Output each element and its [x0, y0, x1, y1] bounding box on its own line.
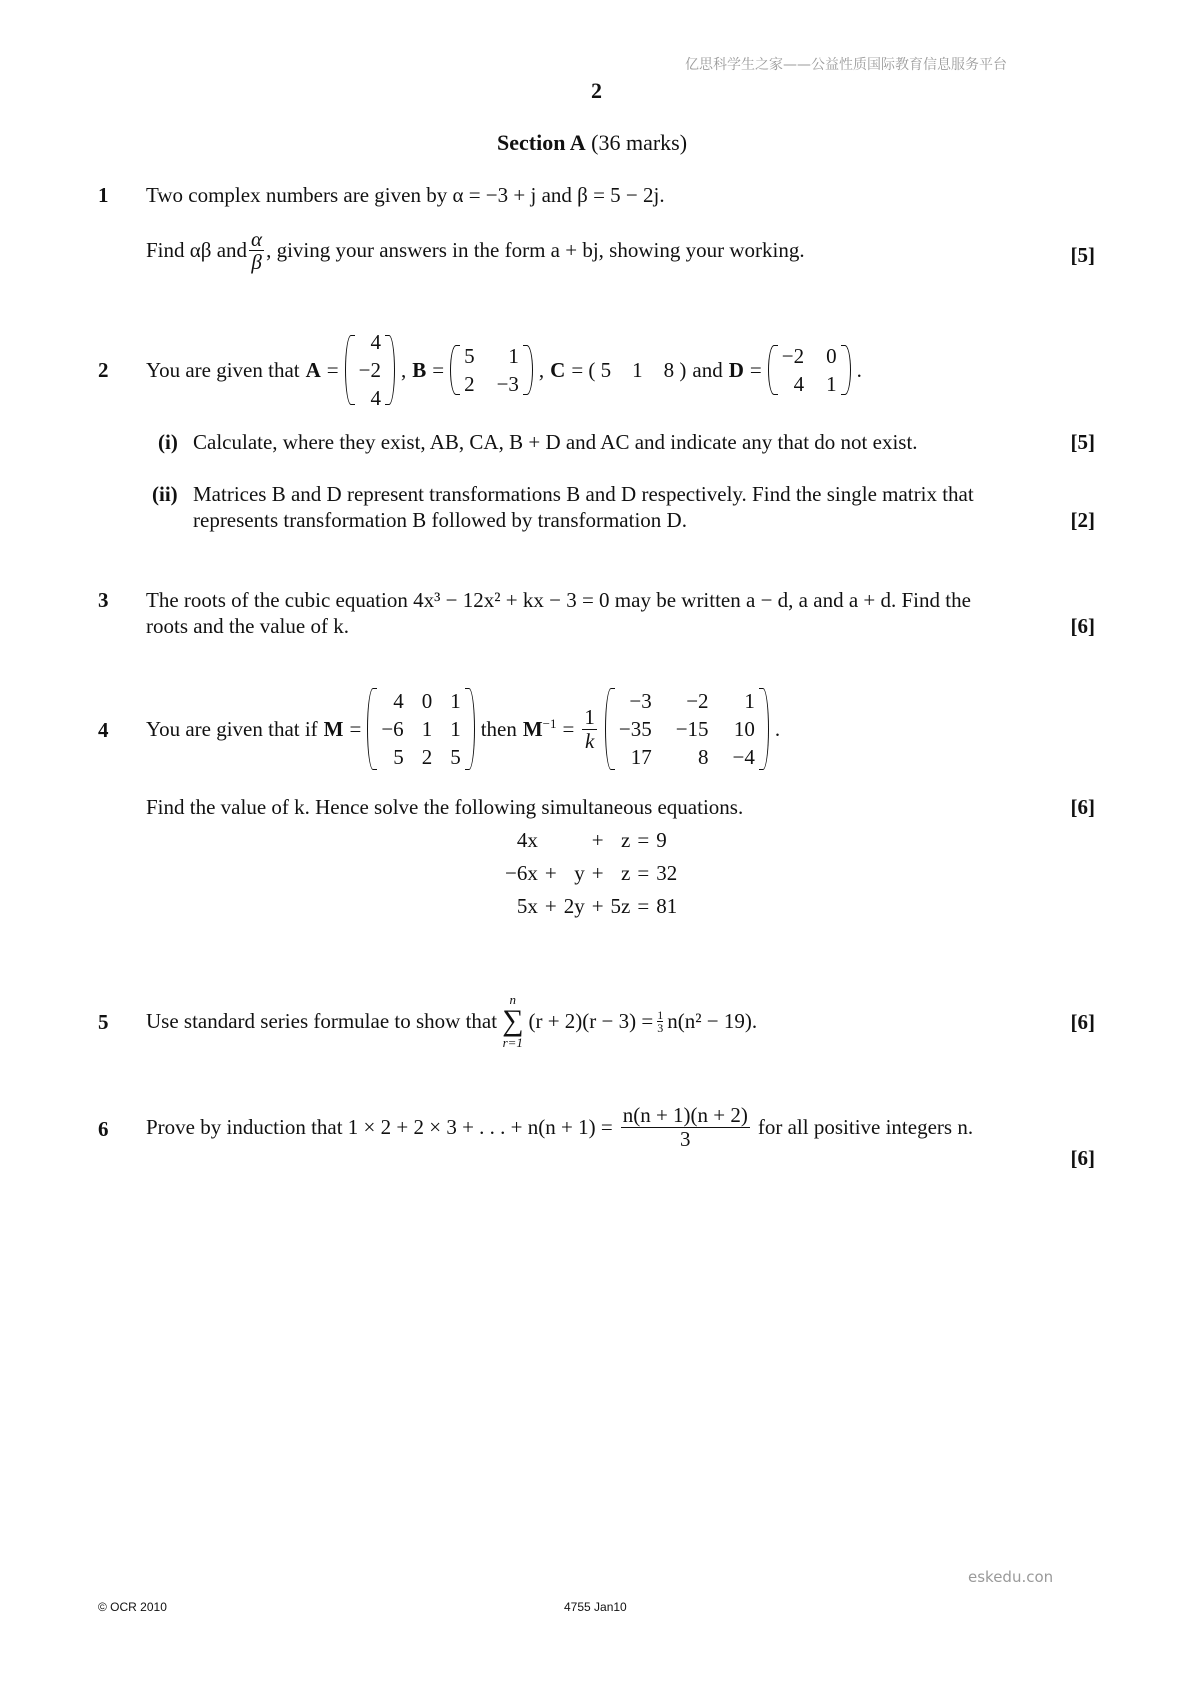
q5-frac-num: 1 [657, 1007, 664, 1022]
q2-and: and [692, 357, 723, 382]
sigma-symbol: n ∑ r=1 [502, 992, 524, 1050]
q1-rest: , giving your answers in the form a + bj, showing your working. [266, 238, 805, 263]
q5-number: 5 [98, 1010, 109, 1034]
q4-frac-den: k [582, 729, 597, 752]
q2-ii-mark: [2] [1070, 508, 1095, 532]
matrix-cell: −2 [686, 688, 709, 713]
q2-C-label: C [550, 357, 566, 382]
q4-Minv-sup: −1 [542, 716, 557, 731]
q2-A-label: A [305, 357, 321, 382]
sigma-top: n [509, 992, 517, 1007]
matrix-cell: 2 [421, 745, 433, 770]
q5-text: Use standard series formulae to show that [146, 1008, 498, 1033]
q6-mark: [6] [1070, 1146, 1095, 1170]
q2-intro: You are given that [146, 357, 300, 382]
q6-fraction [621, 1104, 750, 1149]
eq-term: 2y [563, 894, 585, 918]
matrix-C: = ( 5 1 8 ) [571, 357, 687, 382]
q4-frac-num: 1 [584, 705, 595, 730]
q3-line1: The roots of the cubic equation 4x³ − 12x² + kx − 3 = 0 may be written a − d, a and a + d. Find the [146, 588, 971, 612]
q2-i-mark: [5] [1070, 430, 1095, 454]
matrix-cell: −3 [496, 372, 519, 396]
matrix-cell: 5 [393, 745, 404, 770]
eq-term: 81 [656, 894, 678, 918]
matrix-cell: 1 [508, 343, 519, 368]
section-heading [497, 130, 687, 156]
eq-term: + [591, 861, 604, 885]
q1-line2 [146, 228, 805, 273]
q4-number: 4 [98, 718, 109, 742]
q4-intro: You are given that if [146, 716, 318, 741]
q4-fraction [582, 706, 597, 751]
footer-exam-code: 4755 Jan10 [564, 1600, 627, 1614]
sigma-bottom: r=1 [502, 1035, 523, 1050]
eq-term: 9 [656, 828, 667, 852]
q1-frac-num: α [251, 227, 263, 251]
eq-term: −6x [505, 861, 538, 885]
q1-mark: [5] [1070, 243, 1095, 267]
q6-frac-num: n(n + 1)(n + 2) [622, 1103, 748, 1128]
section-marks: (36 marks) [591, 130, 688, 155]
q2-i-label: (i) [158, 430, 178, 454]
eq-term: z [621, 861, 631, 885]
eq-term: = [637, 828, 650, 852]
q4-matrix-line: You are given that if M = 4 0 1 −6 1 1 5 2 5 then $M^{-1}$ = $\frac{1}{k}$ −3 −2 1 −35 −15 10 17 8 −4 . [146, 688, 781, 770]
q2-i-text: Calculate, where they exist, AB, CA, B + D and AC and indicate any that do not exist. [193, 430, 918, 454]
eq-term [564, 828, 585, 853]
q4-Minv-label: M [522, 717, 543, 741]
q5-tail: n(n² − 19). [667, 1008, 758, 1033]
q6-line [146, 1094, 973, 1160]
matrix-cell: 0 [421, 688, 433, 713]
q5-fraction [657, 1009, 663, 1034]
eq-term: 5x [516, 894, 538, 918]
matrix-cell: −2 [781, 343, 805, 368]
matrix-cell: 10 [733, 716, 755, 741]
matrix-D [768, 343, 851, 398]
eq-term: z [621, 828, 631, 852]
matrix-cell: 5 [464, 343, 475, 368]
matrix-B [450, 343, 533, 398]
q1-frac-den: β [249, 250, 264, 273]
matrix-cell: 5 [450, 745, 461, 770]
q2-ii-line1: Matrices B and D represent transformations B and D respectively. Find the single matrix that [193, 482, 974, 506]
matrix-cell: 1 [421, 716, 433, 741]
matrix-cell: 0 [826, 343, 837, 368]
q4-M-label: M [323, 716, 344, 741]
watermark-top: 亿思科学生之家——公益性质国际教育信息服务平台 [685, 57, 1007, 73]
matrix-cell: −3 [629, 688, 652, 713]
q5-line [146, 985, 757, 1057]
q2-ii-label: (ii) [152, 482, 178, 506]
eq-term: + [544, 894, 557, 918]
matrix-Minv [605, 688, 769, 771]
q6-tail: for all positive integers n. [757, 1114, 974, 1139]
matrix-cell: 4 [370, 329, 381, 354]
q1-line1: Two complex numbers are given by α = −3 + j and β = 5 − 2j. [146, 183, 665, 207]
q2-D-label: D [728, 357, 744, 382]
page-number: 2 [591, 78, 602, 103]
matrix-A [345, 329, 395, 412]
q1-fraction [249, 228, 264, 273]
matrix-cell: −4 [732, 745, 755, 770]
q5-frac-den: 3 [657, 1020, 664, 1035]
eq-term: + [591, 828, 604, 852]
q1-number: 1 [98, 183, 109, 207]
eq-term: + [591, 894, 604, 918]
footer-copyright: © OCR 2010 [98, 1600, 167, 1614]
matrix-cell: 1 [826, 372, 837, 396]
eq-term: + [544, 861, 557, 885]
q2-number: 2 [98, 358, 109, 382]
matrix-cell: 8 [698, 745, 709, 770]
q6-number: 6 [98, 1117, 109, 1141]
eq-term [545, 828, 557, 853]
matrix-cell: −6 [381, 716, 404, 741]
matrix-cell: 1 [450, 688, 461, 713]
matrix-cell: −2 [358, 357, 381, 382]
section-title: Section A [497, 130, 586, 155]
eq-term: 4x [516, 828, 538, 852]
q2-ii-line2: represents transformation B followed by transformation D. [193, 508, 687, 532]
eq-term: y [574, 861, 585, 885]
matrix-cell: 1 [450, 716, 461, 741]
matrix-cell: 4 [793, 372, 805, 396]
eq-term: 32 [656, 861, 678, 885]
matrix-cell: −35 [618, 716, 652, 741]
matrix-cell: 4 [370, 386, 381, 411]
q3-line2: roots and the value of k. [146, 614, 349, 638]
q2-matrices-line: You are given that A = 4 −2 4 , B = 5 1 2 −3 , C = ( 5 1 8 ) and D = −2 0 4 1 . [146, 329, 862, 411]
eq-term: 5z [610, 894, 631, 918]
matrix-cell: 2 [464, 372, 475, 396]
matrix-cell: −15 [675, 716, 709, 741]
q1-find: Find αβ and [146, 238, 248, 263]
matrix-M [367, 688, 474, 771]
eq-term: = [637, 894, 650, 918]
q3-number: 3 [98, 588, 109, 612]
q4-then: then [480, 716, 517, 741]
matrix-cell: 1 [744, 688, 755, 713]
q3-mark: [6] [1070, 614, 1095, 638]
matrix-cell: 17 [630, 745, 652, 770]
q5-mark: [6] [1070, 1010, 1095, 1034]
eq-term: = [637, 861, 650, 885]
q5-expr: (r + 2)(r − 3) = [528, 1008, 654, 1033]
simultaneous-equations [505, 828, 677, 919]
matrix-cell: 4 [393, 688, 404, 713]
q6-text: Prove by induction that 1 × 2 + 2 × 3 + . . . + n(n + 1) = [146, 1114, 613, 1139]
watermark-bottom: eskedu.con [968, 1568, 1054, 1586]
q2-B-label: B [412, 357, 427, 382]
q4-mark: [6] [1070, 795, 1095, 819]
q4-find: Find the value of k. Hence solve the following simultaneous equations. [146, 795, 744, 819]
q6-frac-den: 3 [621, 1127, 750, 1150]
